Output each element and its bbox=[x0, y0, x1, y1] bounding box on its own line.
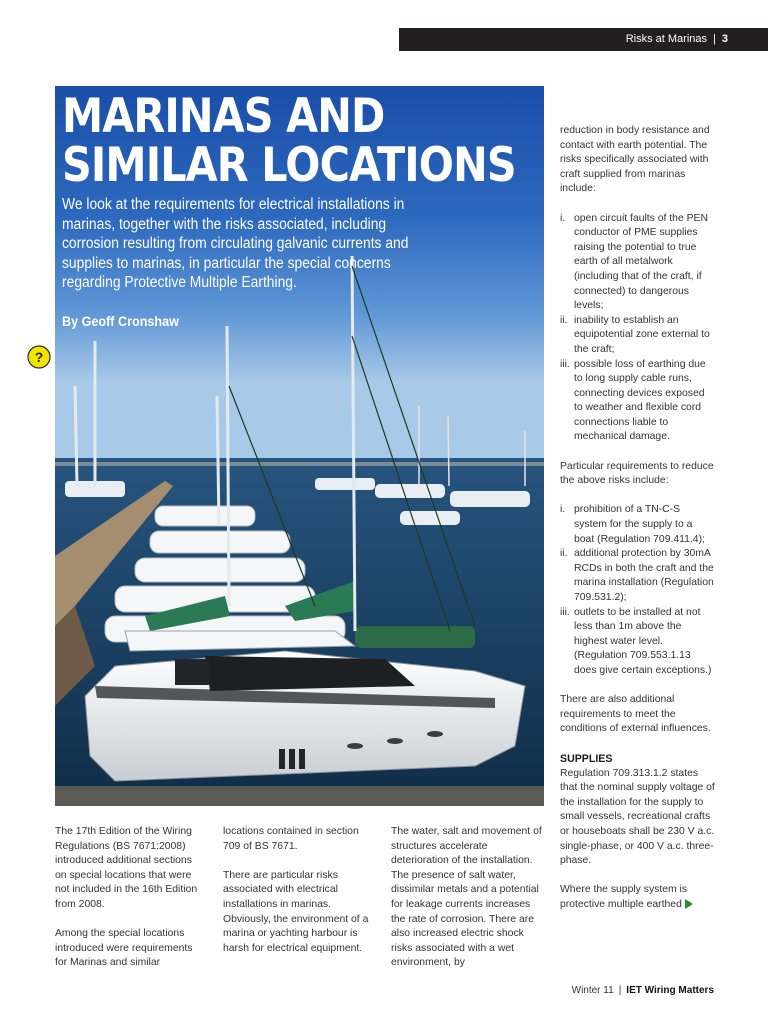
list-number: iii. bbox=[560, 358, 570, 370]
body-column-3 bbox=[391, 825, 546, 986]
header-page-number: 3 bbox=[721, 33, 728, 45]
list-text: prohibition of a TN-C-S system for the supply to a boat (Regulation 709.411.4); bbox=[574, 504, 705, 545]
list-number: i. bbox=[560, 504, 566, 516]
paragraph bbox=[560, 883, 715, 912]
paragraph: The 17th Edition of the Wiring Regulations (BS 7671:2008) introduced additional sections on special locations that were not included in the 16th Edition from 2008. bbox=[55, 826, 198, 910]
running-header bbox=[399, 28, 768, 51]
list-number: ii. bbox=[560, 548, 568, 560]
risks-list bbox=[560, 212, 715, 446]
list-text: open circuit faults of the PEN conductor of PME supplies raising the potential to true earth of all metalwork (including that of the craft, if connected) to dangerous levels; bbox=[574, 212, 708, 312]
title-line-2: SIMILAR LOCATIONS bbox=[62, 138, 516, 193]
question-icon[interactable] bbox=[27, 345, 51, 369]
paragraph: reduction in body resistance and contact with earth potential. The risks specifically associated with craft supplied from marinas include: bbox=[560, 125, 710, 195]
paragraph: The water, salt and movement of structures accelerate deterioration of the installation. The presence of salt water, dissimilar metals and a potential for leakage currents increases the rate of corrosion. There are also increased electric shock risks associated with a wet environment, by bbox=[391, 826, 542, 969]
list-number: i. bbox=[560, 212, 566, 224]
svg-text:?: ? bbox=[34, 349, 44, 365]
list-text: inability to establish an equipotential zone external to the craft; bbox=[574, 314, 710, 355]
list-item bbox=[560, 503, 715, 547]
section-heading: SUPPLIES bbox=[560, 752, 613, 765]
footer-separator: | bbox=[618, 985, 622, 996]
body-column-1 bbox=[55, 825, 205, 986]
page-footer bbox=[572, 985, 714, 996]
footer-publication: IET Wiring Matters bbox=[626, 985, 714, 996]
paragraph-text: Where the supply system is protective multiple earthed bbox=[560, 884, 688, 910]
list-number: iii. bbox=[560, 606, 570, 618]
requirements-list bbox=[560, 503, 715, 678]
header-section: Risks at Marinas bbox=[625, 33, 708, 45]
list-text: outlets to be installed at not less than 1m above the highest water level. (Regulation 709.553.1.13 does give certain exceptions.) bbox=[574, 606, 712, 676]
list-text: possible loss of earthing due to long supply cable runs, connecting devices exposed to weather and flexible cord connections liable to mechanical damage. bbox=[574, 358, 706, 443]
paragraph: Particular requirements to reduce the above risks include: bbox=[560, 460, 714, 487]
paragraph: Among the special locations introduced were requirements for Marinas and similar bbox=[55, 928, 193, 969]
list-item bbox=[560, 606, 715, 679]
list-item bbox=[560, 358, 715, 446]
footer-issue: Winter 11 bbox=[571, 985, 614, 996]
list-text: additional protection by 30mA RCDs in both the craft and the marina installation (Regulation 709.531.2); bbox=[574, 548, 714, 603]
paragraph: There are particular risks associated with electrical installations in marinas. Obviously, the environment of a marina or yachting harbour is harsh for electrical equipment. bbox=[223, 869, 369, 954]
body-column-2 bbox=[223, 825, 373, 971]
paragraph: locations contained in section 709 of BS 7671. bbox=[223, 826, 359, 852]
list-item bbox=[560, 212, 715, 314]
paragraph: There are also additional requirements to meet the conditions of external influences. bbox=[560, 694, 711, 735]
article-title bbox=[62, 89, 516, 193]
marina-photo bbox=[55, 86, 544, 806]
list-item bbox=[560, 314, 715, 358]
body-column-4 bbox=[560, 124, 715, 927]
article-byline: By Geoff Cronshaw bbox=[62, 313, 179, 329]
article-standfirst: We look at the requirements for electrical installations in marinas, together with the risks associated, including corrosion resulting from circulating galvanic currents and supplies to marinas, in particular the special concerns regarding Protective Multiple Earthing. bbox=[62, 196, 409, 291]
list-item bbox=[560, 547, 715, 605]
continue-arrow-icon[interactable] bbox=[685, 899, 693, 909]
header-separator: | bbox=[713, 33, 716, 45]
paragraph: Regulation 709.313.1.2 states that the nominal supply voltage of the installation for the supply to small vessels, recreational crafts or houseboats shall be 230 V a.c. single-phase, or 400 V a.c. three-phase. bbox=[560, 767, 715, 867]
list-number: ii. bbox=[560, 314, 568, 326]
title-line-1: MARINAS AND bbox=[62, 89, 385, 144]
